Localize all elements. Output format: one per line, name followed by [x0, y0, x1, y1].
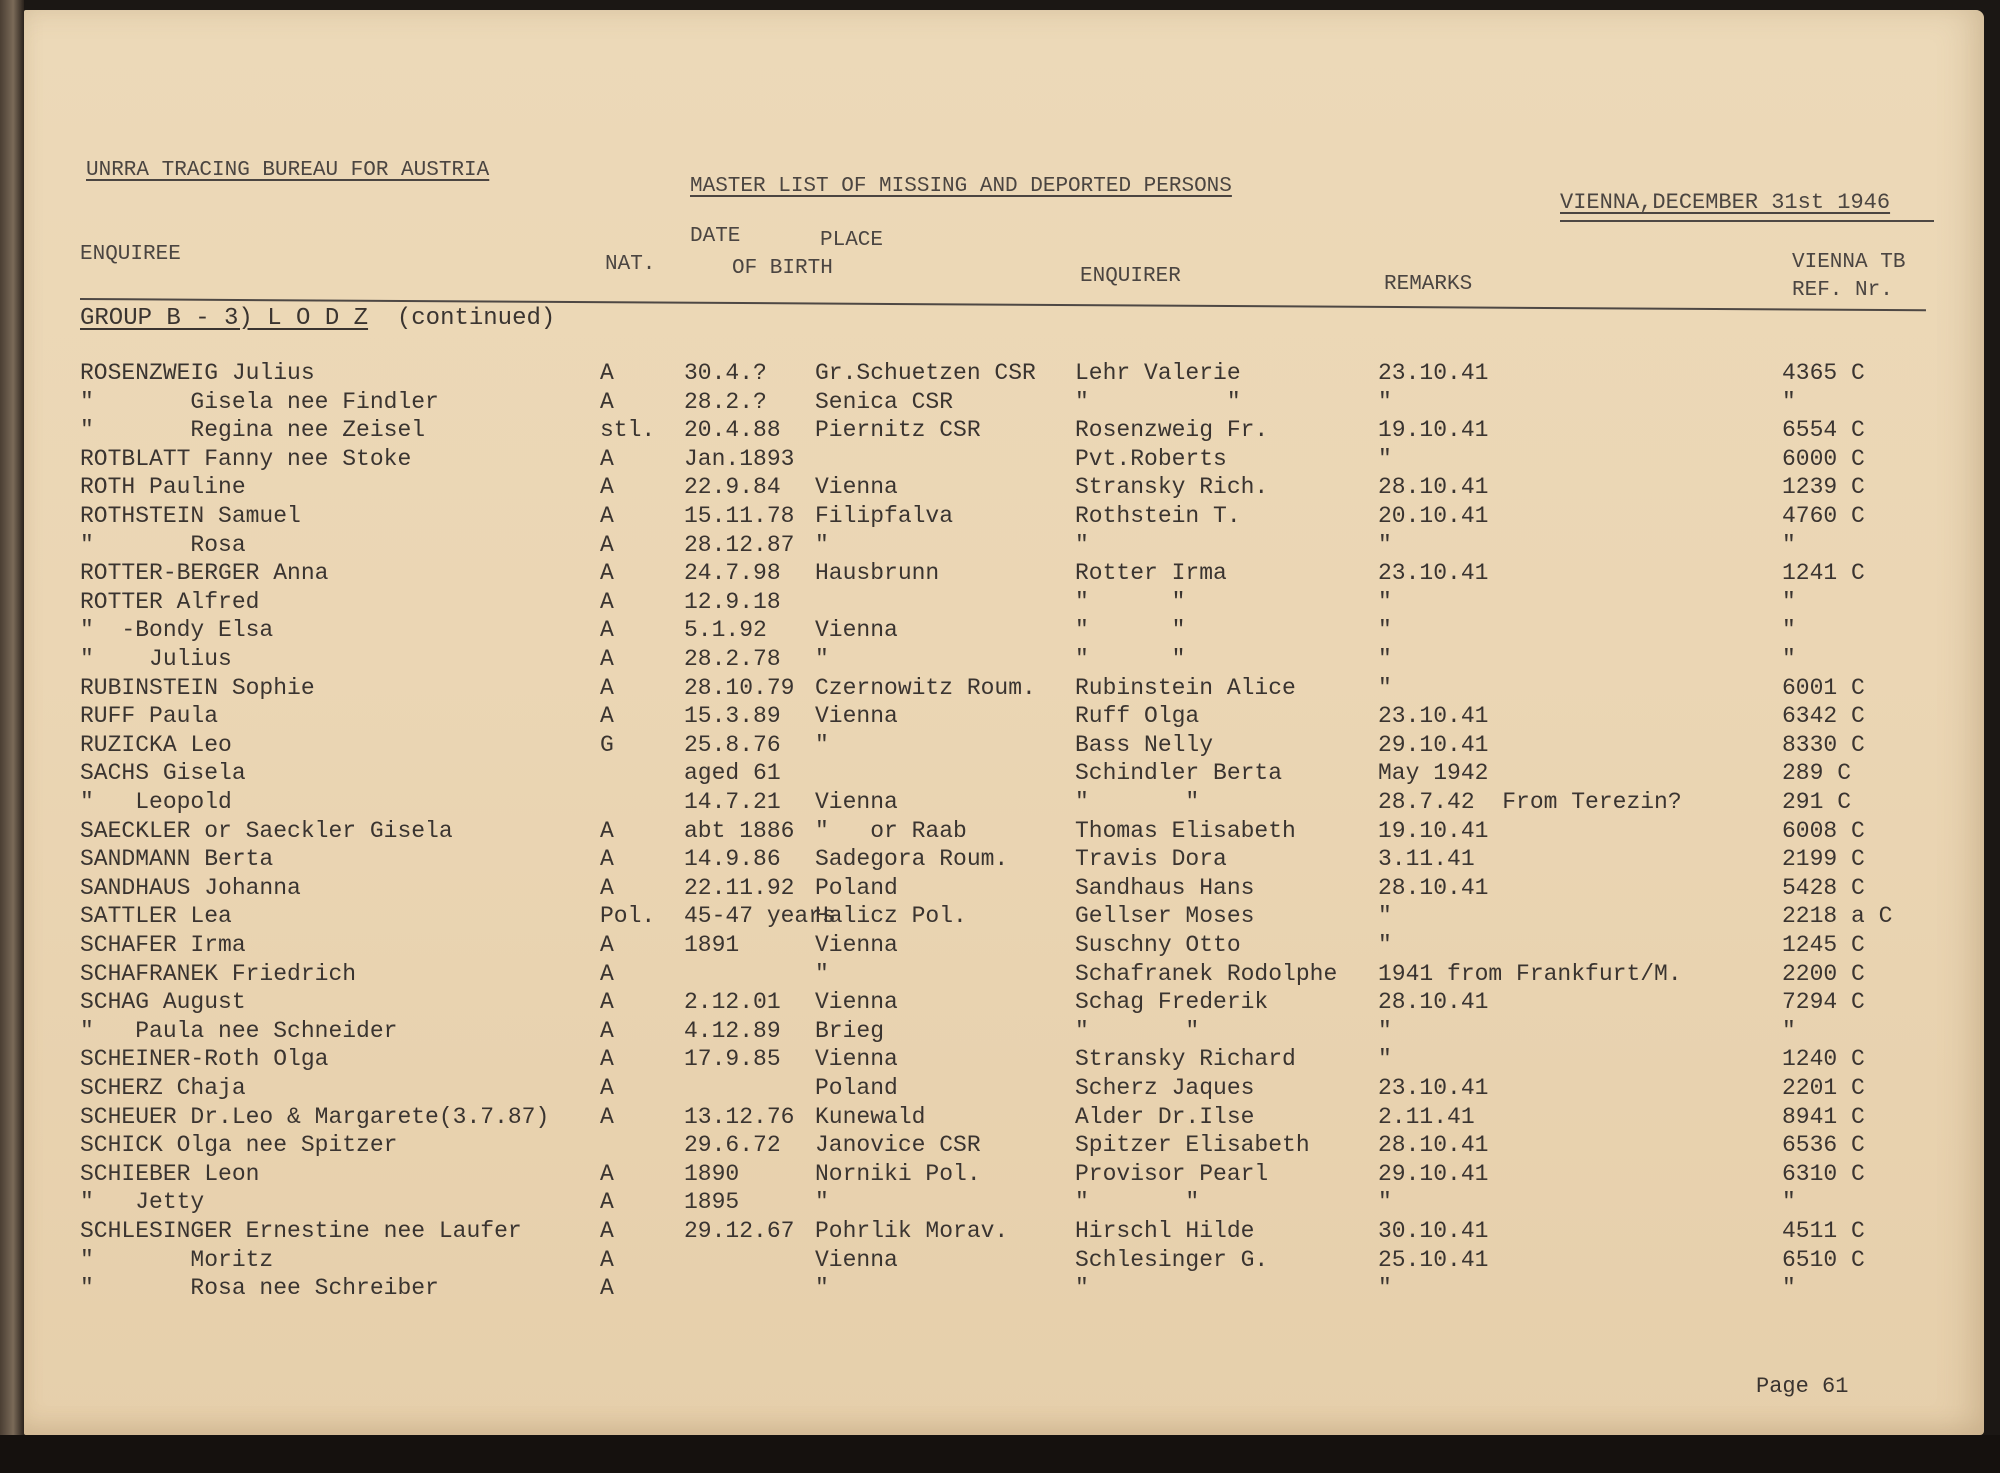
birth-date: 28.10.79 [684, 675, 795, 701]
page-number: Page 61 [1756, 1374, 1849, 1399]
enquiree-name: RUFF Paula [80, 703, 219, 729]
enquirer-name: Schlesinger G. [1075, 1247, 1269, 1273]
birth-date: 20.4.88 [684, 417, 781, 443]
nationality: A [600, 446, 614, 472]
col-enquiree: ENQUIREE [80, 243, 181, 266]
nationality: A [600, 589, 614, 615]
birth-place: Vienna [815, 1046, 898, 1072]
nationality: G [600, 732, 614, 758]
ref-number: 6536 C [1782, 1132, 1865, 1158]
nationality: A [600, 360, 614, 386]
ref-number: 7294 C [1782, 989, 1865, 1015]
remarks: 29.10.41 [1378, 1161, 1489, 1187]
enquiree-name: SCHAFRANEK Friedrich [80, 961, 357, 987]
enquiree-name: " Moritz [80, 1247, 274, 1273]
remarks: 3.11.41 [1378, 846, 1475, 872]
col-ref-nr: REF. Nr. [1792, 279, 1893, 302]
enquirer-name: Travis Dora [1075, 846, 1227, 872]
birth-date: 30.4.? [684, 360, 767, 386]
remarks: 25.10.41 [1378, 1247, 1489, 1273]
enquirer-name: " " [1075, 389, 1241, 415]
ref-number: 6554 C [1782, 417, 1865, 443]
birth-place: Piernitz CSR [815, 417, 981, 443]
birth-place: " [815, 646, 829, 672]
birth-place: " [815, 1189, 829, 1215]
enquiree-name: SCHERZ Chaja [80, 1075, 246, 1101]
enquiree-name: " Rosa [80, 532, 246, 558]
remarks: 20.10.41 [1378, 503, 1489, 529]
nationality: A [600, 989, 614, 1015]
birth-date: 4.12.89 [684, 1018, 781, 1044]
birth-date: 14.9.86 [684, 846, 781, 872]
enquiree-name: SCHEUER Dr.Leo & Margarete(3.7.87) [80, 1104, 550, 1130]
ref-number: 4365 C [1782, 360, 1865, 386]
ref-number: 1245 C [1782, 932, 1865, 958]
enquiree-name: ROTBLATT Fanny nee Stoke [80, 446, 412, 472]
birth-place: Halicz Pol. [815, 903, 967, 929]
place-date: VIENNA,DECEMBER 31st 1946 [1560, 190, 1891, 215]
enquirer-name: Rubinstein Alice [1075, 675, 1296, 701]
enquirer-name: Hirschl Hilde [1075, 1218, 1255, 1244]
birth-date: 25.8.76 [684, 732, 781, 758]
enquiree-name: SANDHAUS Johanna [80, 875, 301, 901]
ref-number: 4760 C [1782, 503, 1865, 529]
ref-number: 2201 C [1782, 1075, 1865, 1101]
ref-number: 289 C [1782, 760, 1852, 786]
ref-number: 6000 C [1782, 446, 1865, 472]
enquirer-name: Rothstein T. [1075, 503, 1241, 529]
birth-place: Poland [815, 875, 898, 901]
birth-date: 17.9.85 [684, 1046, 781, 1072]
col-enquirer: ENQUIRER [1080, 265, 1181, 288]
birth-date: 28.2.? [684, 389, 767, 415]
remarks: 28.10.41 [1378, 1132, 1489, 1158]
enquirer-name: Pvt.Roberts [1075, 446, 1227, 472]
remarks: " [1378, 903, 1392, 929]
enquiree-name: " Gisela nee Findler [80, 389, 439, 415]
nationality: A [600, 617, 614, 643]
col-place: PLACE [820, 229, 884, 252]
ref-number: 6510 C [1782, 1247, 1865, 1273]
birth-date: 1895 [684, 1189, 740, 1215]
remarks: 23.10.41 [1378, 560, 1489, 586]
birth-date: 24.7.98 [684, 560, 781, 586]
enquiree-name: ROTTER Alfred [80, 589, 260, 615]
nationality: stl. [600, 417, 656, 443]
remarks: 30.10.41 [1378, 1218, 1489, 1244]
book-binding [0, 0, 24, 1473]
birth-date: 29.12.67 [684, 1218, 795, 1244]
enquirer-name: Thomas Elisabeth [1075, 818, 1296, 844]
nationality: A [600, 1018, 614, 1044]
enquiree-name: SCHLESINGER Ernestine nee Laufer [80, 1218, 522, 1244]
enquirer-name: " " [1075, 589, 1186, 615]
birth-place: Senica CSR [815, 389, 954, 415]
enquirer-name: Rosenzweig Fr. [1075, 417, 1269, 443]
ref-number: 6342 C [1782, 703, 1865, 729]
birth-date: aged 61 [684, 760, 781, 786]
remarks: 28.10.41 [1378, 875, 1489, 901]
remarks: 19.10.41 [1378, 417, 1489, 443]
birth-date: 15.11.78 [684, 503, 795, 529]
ref-number: 6310 C [1782, 1161, 1865, 1187]
enquirer-name: " [1075, 532, 1089, 558]
enquirer-name: Gellser Moses [1075, 903, 1255, 929]
birth-place: Vienna [815, 617, 898, 643]
birth-date: 28.2.78 [684, 646, 781, 672]
ref-number: 2199 C [1782, 846, 1865, 872]
nationality: A [600, 532, 614, 558]
birth-date: 15.3.89 [684, 703, 781, 729]
group-label [80, 306, 555, 332]
remarks: " [1378, 446, 1392, 472]
remarks: " [1378, 589, 1392, 615]
enquiree-name: RUBINSTEIN Sophie [80, 675, 315, 701]
enquiree-name: SCHIEBER Leon [80, 1161, 260, 1187]
enquiree-name: RUZICKA Leo [80, 732, 232, 758]
birth-place: Brieg [815, 1018, 885, 1044]
birth-place: Kunewald [815, 1104, 926, 1130]
remarks: " [1378, 675, 1392, 701]
enquiree-name: ROTH Pauline [80, 474, 246, 500]
enquiree-name: SCHICK Olga nee Spitzer [80, 1132, 398, 1158]
birth-date: 2.12.01 [684, 989, 781, 1015]
birth-date: Jan.1893 [684, 446, 795, 472]
birth-place: " [815, 732, 829, 758]
birth-date: 22.9.84 [684, 474, 781, 500]
birth-place: " [815, 532, 829, 558]
birth-date: abt 1886 [684, 818, 795, 844]
enquirer-name: Schindler Berta [1075, 760, 1283, 786]
remarks: 23.10.41 [1378, 360, 1489, 386]
ref-number: " [1782, 589, 1796, 615]
enquirer-name: Schafranek Rodolphe [1075, 961, 1338, 987]
birth-place: Vienna [815, 1247, 898, 1273]
enquiree-name: " Julius [80, 646, 232, 672]
birth-date: 22.11.92 [684, 875, 795, 901]
enquiree-name: ROSENZWEIG Julius [80, 360, 315, 386]
nationality: A [600, 875, 614, 901]
enquiree-name: " Jetty [80, 1189, 205, 1215]
nationality: A [600, 961, 614, 987]
enquiree-name: SAECKLER or Saeckler Gisela [80, 818, 453, 844]
enquirer-name: " " [1075, 617, 1186, 643]
enquirer-name: Alder Dr.Ilse [1075, 1104, 1255, 1130]
ref-number: 6008 C [1782, 818, 1865, 844]
remarks: " [1378, 389, 1392, 415]
ref-number: " [1782, 1275, 1796, 1301]
birth-date: 1890 [684, 1161, 740, 1187]
enquirer-name: " " [1075, 646, 1186, 672]
birth-place: Norniki Pol. [815, 1161, 981, 1187]
birth-place: " [815, 1275, 829, 1301]
nationality: A [600, 474, 614, 500]
ref-number: 8941 C [1782, 1104, 1865, 1130]
ref-number: " [1782, 532, 1796, 558]
nationality: A [600, 1161, 614, 1187]
remarks: 28.10.41 [1378, 474, 1489, 500]
nationality: A [600, 675, 614, 701]
enquiree-name: " Rosa nee Schreiber [80, 1275, 439, 1301]
nationality: A [600, 1247, 614, 1273]
ref-number: 291 C [1782, 789, 1852, 815]
birth-place: " [815, 961, 829, 987]
nationality: A [600, 846, 614, 872]
page-shadow [0, 1435, 2000, 1473]
ref-number: " [1782, 646, 1796, 672]
col-vienna-tb: VIENNA TB [1792, 251, 1906, 274]
remarks: " [1378, 617, 1392, 643]
nationality: A [600, 1075, 614, 1101]
ref-number: 8330 C [1782, 732, 1865, 758]
enquiree-name: ROTTER-BERGER Anna [80, 560, 329, 586]
enquirer-name: Stransky Rich. [1075, 474, 1269, 500]
birth-place: Vienna [815, 989, 898, 1015]
nationality: A [600, 932, 614, 958]
birth-place: Sadegora Roum. [815, 846, 1009, 872]
birth-place: " or Raab [815, 818, 967, 844]
enquirer-name: " " [1075, 1018, 1200, 1044]
ref-number: " [1782, 389, 1796, 415]
enquiree-name: SCHEINER-Roth Olga [80, 1046, 329, 1072]
remarks: 23.10.41 [1378, 1075, 1489, 1101]
birth-date: 5.1.92 [684, 617, 767, 643]
col-date: DATE [690, 225, 741, 248]
enquirer-name: Suschny Otto [1075, 932, 1241, 958]
remarks: " [1378, 646, 1392, 672]
nationality: A [600, 560, 614, 586]
ref-number: 2200 C [1782, 961, 1865, 987]
enquirer-name: Provisor Pearl [1075, 1161, 1269, 1187]
enquirer-name: " [1075, 1275, 1089, 1301]
group-label-text: GROUP B - 3) L O D Z [80, 305, 369, 332]
enquiree-name: ROTHSTEIN Samuel [80, 503, 301, 529]
birth-place: Vienna [815, 474, 898, 500]
header-rule-right [1560, 220, 1934, 222]
nationality: A [600, 703, 614, 729]
remarks: 28.10.41 [1378, 989, 1489, 1015]
ref-number: " [1782, 617, 1796, 643]
remarks: 2.11.41 [1378, 1104, 1475, 1130]
birth-place: Janovice CSR [815, 1132, 981, 1158]
nationality: A [600, 1046, 614, 1072]
birth-place: Poland [815, 1075, 898, 1101]
remarks: " [1378, 1275, 1392, 1301]
remarks: 29.10.41 [1378, 732, 1489, 758]
nationality: A [600, 818, 614, 844]
birth-date: 14.7.21 [684, 789, 781, 815]
enquiree-name: SACHS Gisela [80, 760, 246, 786]
enquirer-name: Sandhaus Hans [1075, 875, 1255, 901]
enquirer-name: Rotter Irma [1075, 560, 1227, 586]
remarks: " [1378, 532, 1392, 558]
remarks: " [1378, 1018, 1392, 1044]
enquirer-name: Bass Nelly [1075, 732, 1214, 758]
birth-date: 12.9.18 [684, 589, 781, 615]
enquiree-name: " -Bondy Elsa [80, 617, 274, 643]
enquiree-name: " Leopold [80, 789, 232, 815]
ref-number: 1241 C [1782, 560, 1865, 586]
col-remarks: REMARKS [1384, 273, 1473, 296]
col-nat: NAT. [605, 253, 656, 276]
enquirer-name: Schag Frederik [1075, 989, 1269, 1015]
remarks: 19.10.41 [1378, 818, 1489, 844]
remarks: " [1378, 1189, 1392, 1215]
enquiree-name: " Paula nee Schneider [80, 1018, 398, 1044]
nationality: A [600, 1189, 614, 1215]
enquirer-name: " " [1075, 1189, 1200, 1215]
birth-date: 45-47 years [684, 903, 836, 929]
enquirer-name: Ruff Olga [1075, 703, 1200, 729]
ref-number: 4511 C [1782, 1218, 1865, 1244]
birth-date: 13.12.76 [684, 1104, 795, 1130]
enquiree-name: " Regina nee Zeisel [80, 417, 426, 443]
birth-date: 29.6.72 [684, 1132, 781, 1158]
group-continued: (continued) [396, 305, 556, 332]
ref-number: 6001 C [1782, 675, 1865, 701]
remarks: " [1378, 932, 1392, 958]
enquirer-name: Scherz Jaques [1075, 1075, 1255, 1101]
enquirer-name: Spitzer Elisabeth [1075, 1132, 1310, 1158]
list-title: MASTER LIST OF MISSING AND DEPORTED PERSONS [690, 175, 1232, 198]
enquirer-name: Stransky Richard [1075, 1046, 1296, 1072]
birth-date: 28.12.87 [684, 532, 795, 558]
birth-place: Filipfalva [815, 503, 954, 529]
remarks: May 1942 [1378, 760, 1489, 786]
enquiree-name: SCHAFER Irma [80, 932, 246, 958]
nationality: A [600, 646, 614, 672]
nationality: A [600, 503, 614, 529]
birth-place: Vienna [815, 703, 898, 729]
bureau-title: UNRRA TRACING BUREAU FOR AUSTRIA [86, 159, 490, 182]
enquiree-name: SATTLER Lea [80, 903, 232, 929]
ref-number: " [1782, 1189, 1796, 1215]
enquiree-name: SCHAG August [80, 989, 246, 1015]
birth-date: 1891 [684, 932, 740, 958]
col-of-birth: OF BIRTH [732, 257, 833, 280]
remarks: " [1378, 1046, 1392, 1072]
nationality: A [600, 1104, 614, 1130]
birth-place: Gr.Schuetzen CSR [815, 360, 1036, 386]
ref-number: 2218 a C [1782, 903, 1893, 929]
enquirer-name: Lehr Valerie [1075, 360, 1241, 386]
nationality: A [600, 389, 614, 415]
ref-number: 1240 C [1782, 1046, 1865, 1072]
ref-number: 1239 C [1782, 474, 1865, 500]
birth-place: Czernowitz Roum. [815, 675, 1036, 701]
birth-place: Vienna [815, 789, 898, 815]
remarks: 23.10.41 [1378, 703, 1489, 729]
nationality: Pol. [600, 903, 656, 929]
remarks: 28.7.42 From Terezin? [1378, 789, 1682, 815]
birth-place: Hausbrunn [815, 560, 940, 586]
birth-place: Vienna [815, 932, 898, 958]
enquiree-name: SANDMANN Berta [80, 846, 274, 872]
nationality: A [600, 1218, 614, 1244]
ref-number: " [1782, 1018, 1796, 1044]
nationality: A [600, 1275, 614, 1301]
birth-place: Pohrlik Morav. [815, 1218, 1009, 1244]
ref-number: 5428 C [1782, 875, 1865, 901]
enquirer-name: " " [1075, 789, 1200, 815]
remarks: 1941 from Frankfurt/M. [1378, 961, 1682, 987]
